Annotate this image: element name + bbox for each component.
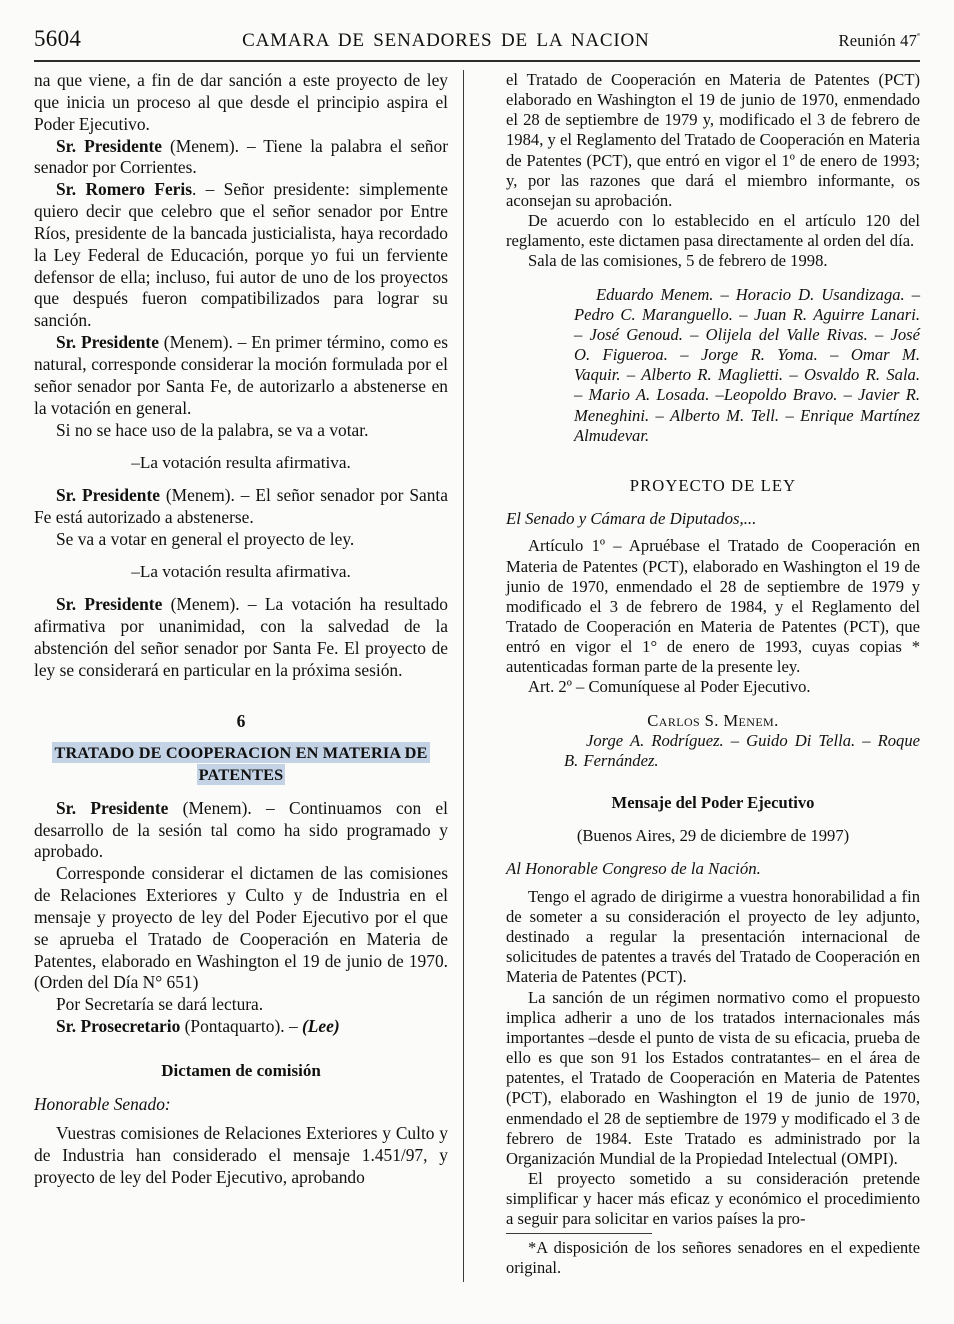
committee-signatures: Eduardo Menem. – Horacio D. Usandizaga. – Pedro C. Maranguello. – Juan R. Aguirre Lanari. – José Genoud. – Olijela del Valle Rivas. – José O. Figueroa. – Jorge R. Yoma. – Omar M. Vaquir. – Alberto R. Maglietti. – Osvaldo R. Sala. – Mario A. Losada. –Leopoldo Bravo. – Javier R. Meneghini. – Alberto M. Tell. – Enrique Martínez Almudevar. — [574, 284, 920, 445]
article-2-paragraph: Art. 2º – Comuníquese al Poder Ejecutivo. — [528, 677, 811, 697]
speaker-name: Sr. Romero Feris — [56, 179, 192, 200]
speech-text: (Menem). – En primer término, como es natural, corresponde considerar la moción formulada por el señor senador por Santa Fe, de autorizarlo a abstenerse en la votación en general. — [34, 332, 448, 418]
spacer — [34, 785, 448, 798]
meeting-number — [838, 31, 920, 51]
spacer — [506, 698, 920, 711]
meeting-ordinal-suffix: ª — [917, 31, 920, 43]
spacer — [34, 681, 448, 711]
body-paragraph: El proyecto sometido a su consideración pretende simplificar y hacer más eficaz y económico el procedimiento a seguir para solicitar en varios países la pro- — [506, 1169, 920, 1229]
paragraph-continuation: el Tratado de Cooperación en Materia de Patentes (PCT) elaborado en Washington el 19 de junio de 1970, enmendado el 28 de septiembre de 1979 y, modificado el 3 de febrero de 1984, y el Reglamento del Tratado de Cooperación en Materia de Patentes (PCT), que entró en vigor el 1º de enero de 1993; y, por las razones que dará el miembro informante, os aconsejan su aprobación. — [506, 70, 920, 210]
speaker-name: Sr. Presidente — [56, 797, 169, 818]
body-paragraph: De acuerdo con lo establecido en el artículo 120 del reglamento, este dictamen pasa directamente al orden del día. — [506, 211, 920, 251]
speaker-name: Sr. Presidente — [56, 135, 163, 156]
body-paragraph: Por Secretaría se dará lectura. — [56, 994, 264, 1015]
speech-text: (Pontaquarto). – — [180, 1016, 302, 1037]
salutation-honorable-senado: Honorable Senado: — [34, 1094, 171, 1115]
page-folio-number: 5604 — [34, 26, 82, 51]
speech-paragraph: Si no se hace uso de la palabra, se va a votar. — [56, 419, 369, 440]
spacer — [506, 880, 920, 887]
heading-mensaje-poder-ejecutivo: Mensaje del Poder Ejecutivo — [611, 793, 815, 813]
heading-dictamen-de-comision: Dictamen de comisión — [161, 1060, 321, 1080]
speech-paragraph: Se va a votar en general el proyecto de ley. — [56, 528, 355, 549]
formula-senado-camara: El Senado y Cámara de Diputados,... — [506, 508, 757, 528]
section-number: 6 — [236, 711, 246, 732]
speaker-name: Sr. Presidente — [56, 594, 163, 615]
message-date-line: (Buenos Aires, 29 de diciembre de 1997) — [576, 826, 850, 846]
body-paragraph: Corresponde considerar el dictamen de las comisiones de Relaciones Exteriores y Culto y de Industria en el mensaje y proyecto de ley del Poder Ejecutivo por el que se aprueba el Tratado de Cooperación en Materia de Patentes, elaborado en Washington el 19 de junio de 1970. (Orden del Día N° 651) — [34, 863, 448, 993]
spacer — [506, 846, 920, 859]
speech-text: (Menem). – Continuamos con el desarrollo de la sesión tal como ha sido programado y aprobado. — [34, 797, 448, 862]
speech-paragraph — [34, 136, 448, 180]
footnote-text: *A disposición de los señores senadores en el expediente original. — [506, 1237, 920, 1277]
speech-text: (Menem). – El señor senador por Santa Fe está autorizado a abstenerse. — [34, 484, 448, 527]
spacer — [506, 529, 920, 536]
footnote-block — [506, 1228, 920, 1278]
left-column — [34, 70, 448, 1300]
speech-text: (Menem). – Tiene la palabra el señor senador por Corrientes. — [34, 135, 448, 178]
header-divider-rule — [34, 60, 920, 62]
footnote-separator-rule — [506, 1233, 652, 1234]
spacer — [34, 1038, 448, 1060]
spacer — [506, 272, 920, 285]
meeting-label: Reunión 47 — [838, 31, 918, 50]
spacer — [506, 813, 920, 826]
section-title-highlighted: TRATADO DE COOPERACION EN MATERIA DE PATENTES — [54, 743, 428, 784]
speaker-name: Sr. Prosecretario — [56, 1016, 181, 1037]
two-column-body — [34, 70, 920, 1300]
signers-ministers: Jorge A. Rodríguez. – Guido Di Tella. – Roque B. Fernández. — [564, 730, 920, 770]
publication-title: CAMARA DE SENADORES DE LA NACION — [242, 30, 650, 51]
running-header — [34, 26, 920, 56]
speech-paragraph — [34, 332, 448, 419]
heading-proyecto-de-ley: PROYECTO DE LEY — [629, 475, 797, 495]
spacer — [34, 1081, 448, 1094]
body-paragraph: La sanción de un régimen normativo como el propuesto implica adherir a uno de los tratados internacionales más importantes –desde el punto de vista de su eficacia, prueba de ello es que son 91 los Estados contratantes– en el área de patentes, el Tratado de Cooperación en Materia de Patentes (PCT), elaborado en Washington el 19 de junio de 1970, enmendado el 28 de septiembre de 1979 y modificado el 3 de febrero de 1984. Este Tratado es administrado por la Organización Mundial de la Propiedad Intelectual (OMPI). — [506, 987, 920, 1168]
signer-president: Carlos S. Menem. — [647, 710, 779, 730]
reading-cue: (Lee) — [302, 1016, 340, 1037]
body-paragraph: Vuestras comisiones de Relaciones Exteriores y Culto y de Industria han considerado el mensaje 1.451/97, y proyecto de ley del Poder Ejecutivo, aprobando — [34, 1123, 448, 1187]
speech-paragraph — [34, 594, 448, 681]
right-column — [506, 70, 920, 1300]
speech-text: (Menem). – La votación ha resultado afirmativa por unanimidad, con la salvedad de la abstención del señor senador por Santa Fe. El proyecto de ley se considerará en particular en la próxima sesión. — [34, 594, 448, 680]
speech-paragraph — [34, 485, 448, 529]
speaker-name: Sr. Presidente — [56, 484, 160, 505]
speech-paragraph — [34, 179, 448, 332]
spacer — [506, 446, 920, 476]
speech-paragraph — [34, 798, 448, 864]
speech-paragraph — [34, 1016, 448, 1038]
salutation-al-honorable-congreso: Al Honorable Congreso de la Nación. — [506, 859, 761, 879]
stage-direction: –La votación resulta afirmativa. — [131, 562, 351, 582]
body-paragraph: Tengo el agrado de dirigirme a vuestra honorabilidad a fin de someter a su consideración el proyecto de ley adjunto, destinado a regular la presentación internacional de solicitudes de patentes a través del Tratado de Cooperación en Materia de Patentes (PCT). — [506, 886, 920, 987]
speech-text: . – Señor presidente: simplemente quiero decir que celebro que el señor senador por Entre Ríos, presidente de la bancada justicialista, haya recordado la Ley Federal de Educación, porque yo fui un ferviente defensor de ella; incluso, fui autor de uno de los proyectos que después fueron compatibilizados para lograr su sanción. — [34, 179, 448, 331]
speaker-name: Sr. Presidente — [56, 332, 159, 353]
spacer — [506, 496, 920, 509]
section-title-container — [34, 742, 448, 784]
paragraph-continuation: na que viene, a fin de dar sanción a este proyecto de ley que inicia un proceso al que desde el principio aspira el Poder Ejecutivo. — [34, 70, 448, 134]
body-paragraph: Sala de las comisiones, 5 de febrero de 1998. — [528, 251, 828, 271]
spacer — [34, 1116, 448, 1123]
stage-direction: –La votación resulta afirmativa. — [131, 453, 351, 473]
spacer — [506, 771, 920, 793]
article-1-paragraph: Artículo 1º – Apruébase el Tratado de Cooperación en Materia de Patentes (PCT), elaborado en Washington el 19 de junio de 1970, enmendado el 28 de septiembre de 1979 y modificado el 3 de febrero de 1984, y el Reglamento del Tratado de Cooperación en Materia de Patentes (PCT), que entró en vigor el 1° de enero de 1993, cuyas copias * autenticadas forman parte de la presente ley. — [506, 536, 920, 677]
